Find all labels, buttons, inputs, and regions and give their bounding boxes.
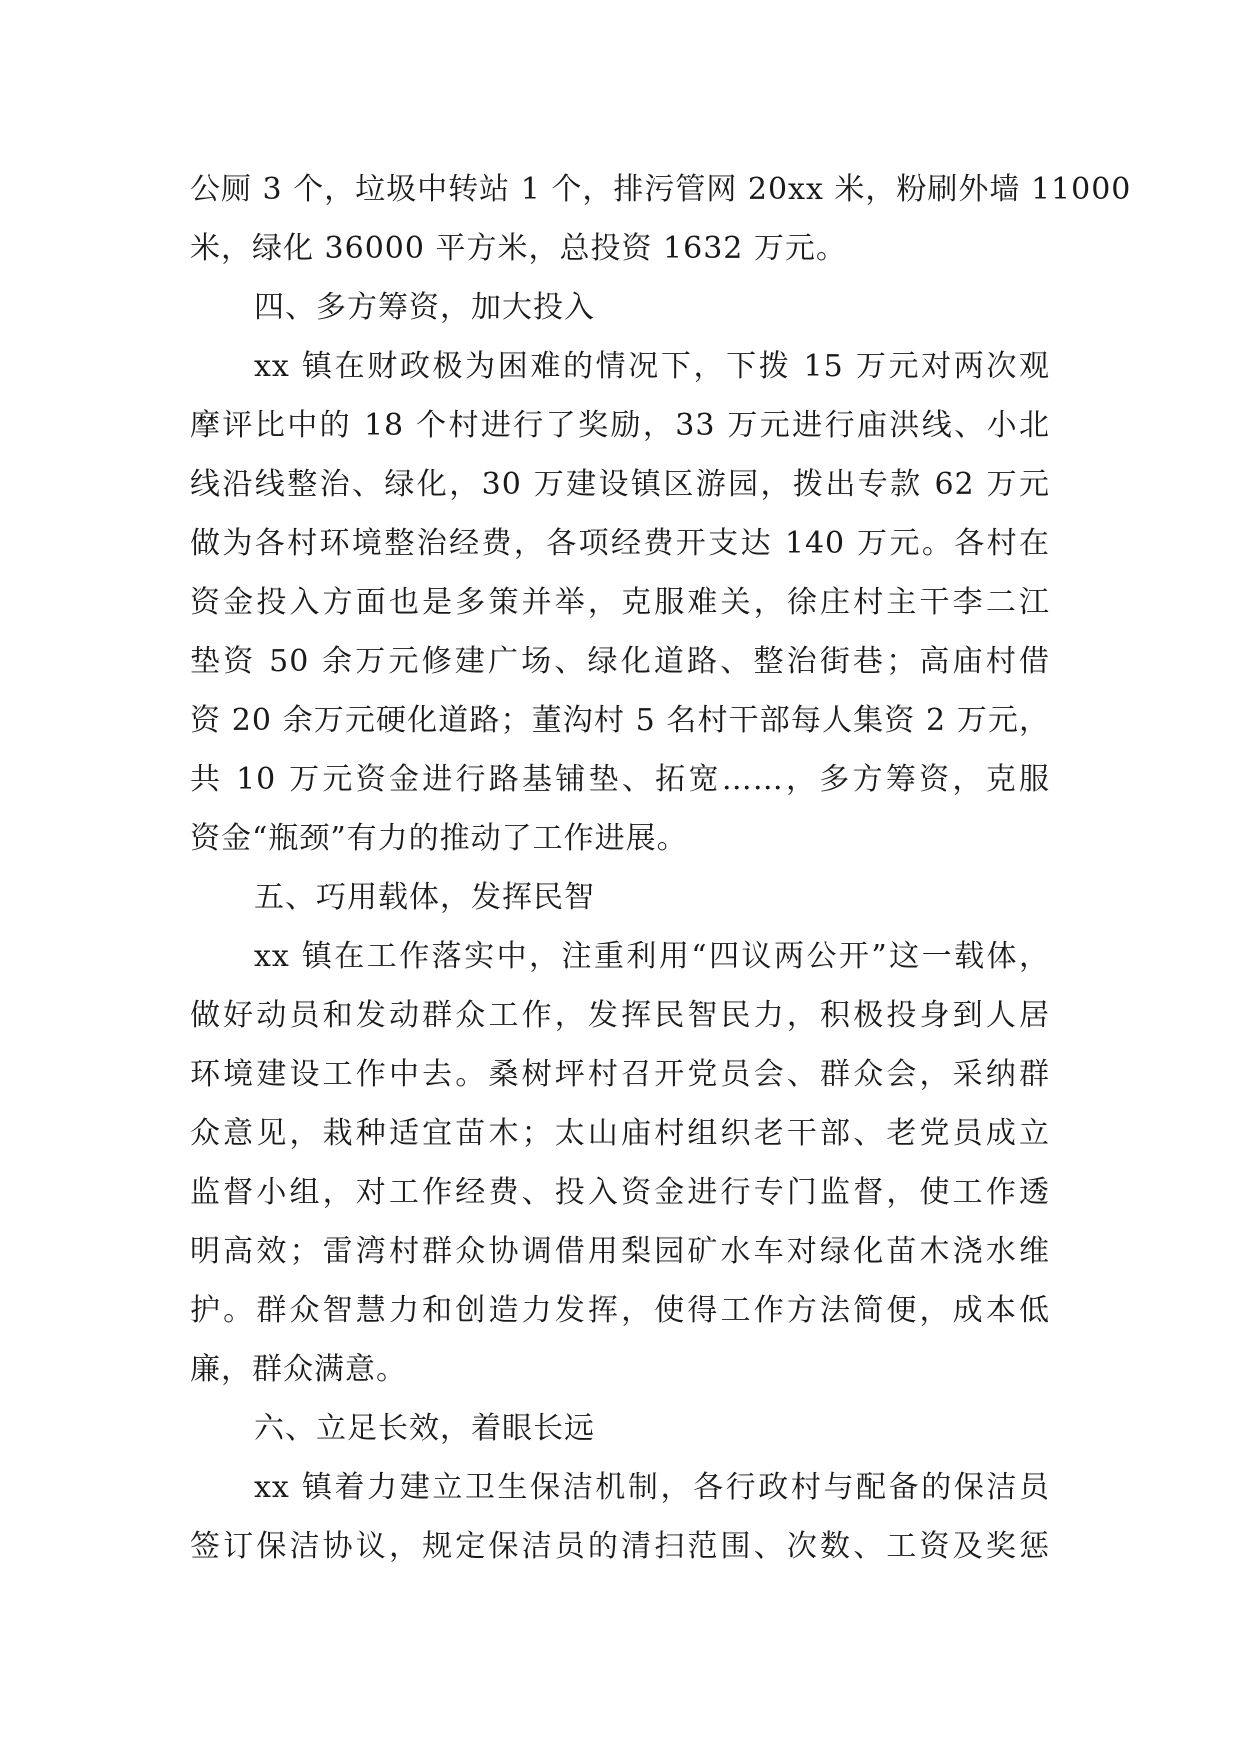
text-line: 摩评比中的 18 个村进行了奖励，33 万元进行庙洪线、小北 bbox=[190, 408, 1050, 443]
text-line: 做好动员和发动群众工作，发挥民智民力，积极投身到人居 bbox=[190, 998, 1050, 1033]
text-line: 共 10 万元资金进行路基铺垫、拓宽……，多方筹资，克服 bbox=[190, 762, 1050, 797]
text-line: 资金“瓶颈”有力的推动了工作进展。 bbox=[190, 821, 688, 856]
document-body bbox=[190, 160, 1132, 1576]
section-heading: 五、巧用载体，发挥民智 bbox=[254, 880, 595, 915]
text-line: 米，绿化 36000 平方米，总投资 1632 万元。 bbox=[190, 231, 847, 266]
text-line: 线沿线整治、绿化，30 万建设镇区游园，拨出专款 62 万元 bbox=[190, 467, 1050, 502]
text-line: 众意见，栽种适宜苗木；太山庙村组织老干部、老党员成立 bbox=[190, 1116, 1050, 1151]
text-line: 护。群众智慧力和创造力发挥，使得工作方法简便，成本低 bbox=[190, 1293, 1050, 1328]
text-line: 公厕 3 个，垃圾中转站 1 个，排污管网 20xx 米，粉刷外墙 11000 bbox=[190, 172, 1132, 207]
text-line: xx 镇在工作落实中，注重利用“四议两公开”这一载体， bbox=[254, 939, 1050, 974]
text-line: 资 20 余万元硬化道路；董沟村 5 名村干部每人集资 2 万元， bbox=[190, 703, 1050, 738]
text-line: 垫资 50 余万元修建广场、绿化道路、整治街巷；高庙村借 bbox=[190, 644, 1050, 679]
text-line: 明高效；雷湾村群众协调借用梨园矿水车对绿化苗木浇水维 bbox=[190, 1234, 1050, 1269]
text-line: 资金投入方面也是多策并举，克服难关，徐庄村主干李二江 bbox=[190, 585, 1050, 620]
text-line: 做为各村环境整治经费，各项经费开支达 140 万元。各村在 bbox=[190, 526, 1050, 561]
text-line: 廉，群众满意。 bbox=[190, 1352, 407, 1387]
section-heading: 四、多方筹资，加大投入 bbox=[254, 290, 595, 325]
section-heading: 六、立足长效，着眼长远 bbox=[254, 1411, 595, 1446]
text-line: 监督小组，对工作经费、投入资金进行专门监督，使工作透 bbox=[190, 1175, 1050, 1210]
text-line: 环境建设工作中去。桑树坪村召开党员会、群众会，采纳群 bbox=[190, 1057, 1050, 1092]
text-line: xx 镇着力建立卫生保洁机制，各行政村与配备的保洁员 bbox=[254, 1470, 1050, 1505]
text-line: xx 镇在财政极为困难的情况下，下拨 15 万元对两次观 bbox=[254, 349, 1050, 384]
text-line: 签订保洁协议，规定保洁员的清扫范围、次数、工资及奖惩 bbox=[190, 1529, 1050, 1564]
